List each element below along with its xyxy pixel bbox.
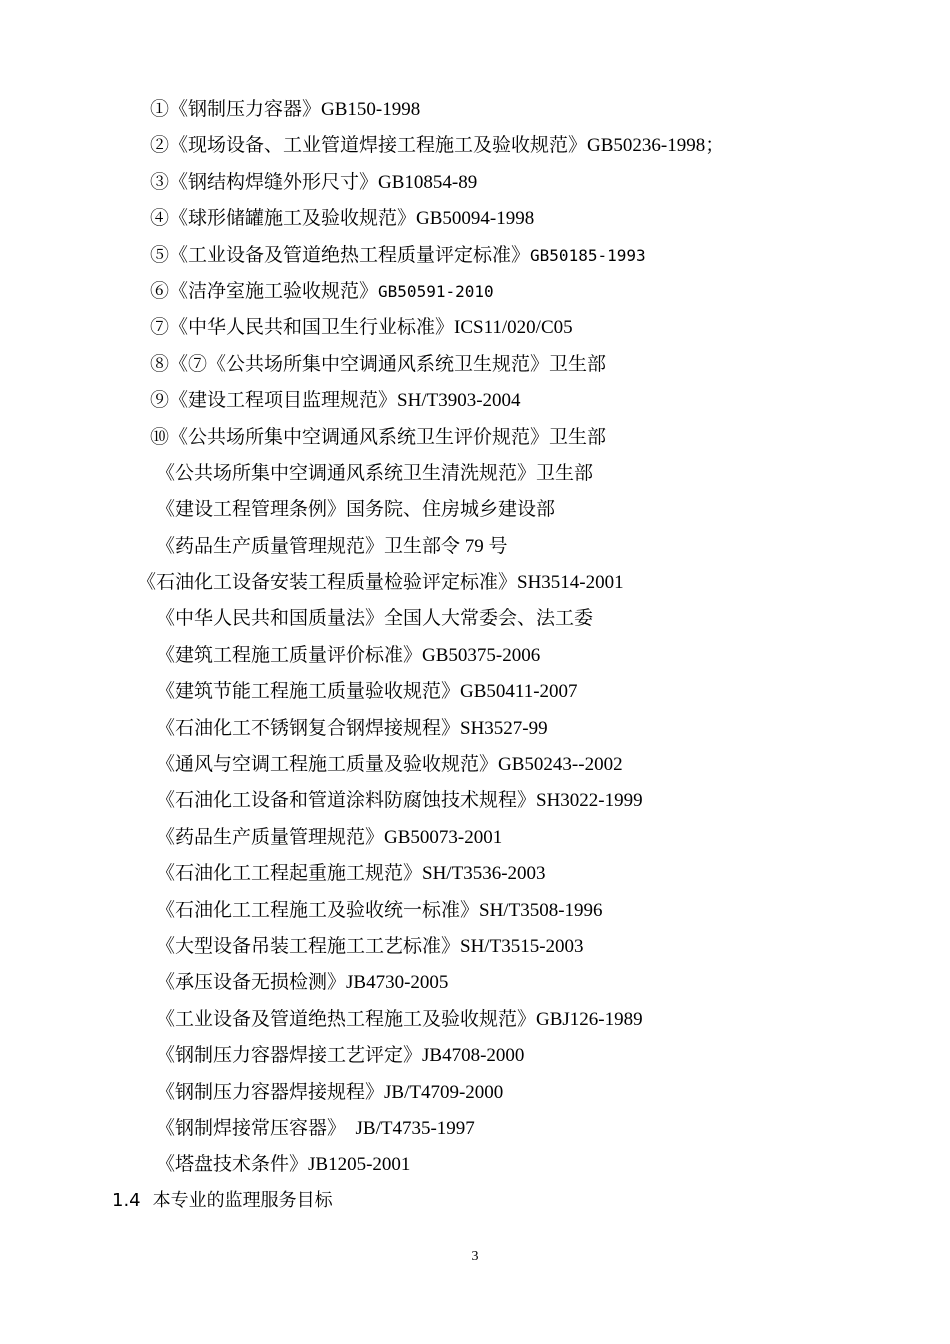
standard-code: JB1205-2001 <box>308 1154 411 1176</box>
list-item <box>150 383 910 419</box>
standard-title: 《钢制压力容器焊接规程》 <box>156 1081 385 1103</box>
standard-title: 《石油化工工程起重施工规范》 <box>156 863 423 885</box>
item-marker: ③ <box>150 171 170 193</box>
list-item <box>150 128 910 164</box>
section-title: 本专业的监理服务目标 <box>152 1190 333 1211</box>
list-item <box>150 347 910 383</box>
standard-title: 《石油化工设备安装工程质量检验评定标准》 <box>137 572 518 594</box>
list-item <box>150 420 910 456</box>
standard-code: 卫生部 <box>549 426 607 448</box>
standard-title: 《大型设备吊装工程施工工艺标准》 <box>156 935 461 957</box>
standard-code: 全国人大常委会、法工委 <box>384 608 594 630</box>
standard-title: 《现场设备、工业管道焊接工程施工及验收规范》 <box>169 135 588 157</box>
list-item <box>150 92 910 128</box>
standard-title: 《钢结构焊缝外形尺寸》 <box>169 171 379 193</box>
list-item <box>150 456 910 492</box>
list-item <box>150 965 910 1001</box>
standard-title: 《工业设备及管道绝热工程质量评定标准》 <box>169 244 531 266</box>
standard-code: ICS11/020/C05 <box>454 317 573 339</box>
item-marker: ⑥ <box>150 280 170 302</box>
standard-code: GB50243--2002 <box>498 754 623 776</box>
standard-title: 《洁净室施工验收规范》 <box>169 280 379 302</box>
standard-code: SH3514-2001 <box>517 572 624 594</box>
list-item <box>150 638 910 674</box>
standard-title: 《中华人民共和国质量法》 <box>156 608 385 630</box>
standard-title: 《公共场所集中空调通风系统卫生评价规范》 <box>169 426 550 448</box>
list-item <box>150 601 910 637</box>
list-item <box>150 238 910 274</box>
list-item <box>150 165 910 201</box>
standard-title: 《药品生产质量管理规范》 <box>156 826 385 848</box>
standard-code: SH3022-1999 <box>536 790 643 812</box>
standard-code: GB50073-2001 <box>384 826 503 848</box>
standard-title: 《承压设备无损检测》 <box>156 972 347 994</box>
list-item <box>150 820 910 856</box>
standard-code: SH/T3508-1996 <box>479 899 603 921</box>
list-item <box>150 1038 910 1074</box>
section-heading <box>112 1186 333 1216</box>
standard-code: JB/T4735-1997 <box>346 1117 475 1139</box>
standard-code: SH3527-99 <box>460 717 548 739</box>
item-marker: ⑩ <box>150 426 170 448</box>
list-item <box>137 565 910 601</box>
standard-title: 《工业设备及管道绝热工程施工及验收规范》 <box>156 1008 537 1030</box>
list-item <box>150 893 910 929</box>
list-item <box>150 747 910 783</box>
standard-code: JB4708-2000 <box>422 1045 525 1067</box>
list-item <box>150 1075 910 1111</box>
standard-code: JB/T4709-2000 <box>384 1081 504 1103</box>
standard-code: SH/T3515-2003 <box>460 935 584 957</box>
standard-code: GB10854-89 <box>378 171 478 193</box>
list-item <box>150 1002 910 1038</box>
standard-title: 《药品生产质量管理规范》 <box>156 535 385 557</box>
page-number: 3 <box>471 1249 479 1264</box>
list-item <box>150 201 910 237</box>
standard-code: GB150-1998 <box>321 99 421 120</box>
standard-title: 《塔盘技术条件》 <box>156 1154 309 1176</box>
standard-title: 《⑦《公共场所集中空调通风系统卫生规范》 <box>169 353 550 375</box>
standard-code: GB50591-2010 <box>378 281 494 301</box>
standard-code: GB50411-2007 <box>460 681 578 703</box>
standard-title: 《建设工程项目监理规范》 <box>169 390 398 412</box>
item-marker: ⑦ <box>150 317 170 339</box>
standard-title: 《石油化工工程施工及验收统一标准》 <box>156 899 480 921</box>
standard-title: 《中华人民共和国卫生行业标准》 <box>169 317 455 339</box>
list-item <box>150 1111 910 1147</box>
list-item <box>150 529 910 565</box>
standard-code: JB4730-2005 <box>346 972 449 994</box>
standard-title: 《球形储罐施工及验收规范》 <box>169 208 417 230</box>
list-item <box>150 1147 910 1183</box>
standard-title: 《建筑节能工程施工质量验收规范》 <box>156 681 461 703</box>
reference-standards-list <box>137 92 910 1184</box>
standard-code: 卫生部令 79 号 <box>384 535 508 557</box>
standard-code: GB50185-1993 <box>530 245 646 265</box>
standard-code: GB50094-1998 <box>416 208 535 230</box>
standard-code: SH/T3536-2003 <box>422 863 546 885</box>
standard-title: 《石油化工设备和管道涂料防腐蚀技术规程》 <box>156 790 537 812</box>
standard-code: 国务院、住房城乡建设部 <box>346 499 556 521</box>
list-item <box>150 929 910 965</box>
list-item <box>150 310 910 346</box>
standard-code: 卫生部 <box>536 462 594 484</box>
item-marker: ② <box>150 135 170 157</box>
standard-title: 《建设工程管理条例》 <box>156 499 347 521</box>
section-number: 1.4 <box>112 1190 141 1211</box>
standard-title: 《钢制焊接常压容器》 <box>156 1117 347 1139</box>
list-item <box>150 674 910 710</box>
standard-title: 《石油化工不锈钢复合钢焊接规程》 <box>156 717 461 739</box>
standard-code: GB50375-2006 <box>422 644 541 666</box>
list-item <box>150 711 910 747</box>
list-item <box>150 856 910 892</box>
list-item <box>150 492 910 528</box>
list-item <box>150 274 910 310</box>
standard-title: 《通风与空调工程施工质量及验收规范》 <box>156 754 499 776</box>
standard-code: GB50236-1998； <box>587 135 725 157</box>
item-marker: ① <box>150 99 170 120</box>
item-marker: ⑧ <box>150 353 170 375</box>
standard-code: 卫生部 <box>549 353 607 375</box>
item-marker: ④ <box>150 208 170 230</box>
standard-title: 《建筑工程施工质量评价标准》 <box>156 644 423 666</box>
list-item <box>150 783 910 819</box>
standard-title: 《钢制压力容器焊接工艺评定》 <box>156 1045 423 1067</box>
item-marker: ⑤ <box>150 244 170 266</box>
item-marker: ⑨ <box>150 390 170 412</box>
standard-code: SH/T3903-2004 <box>397 390 521 412</box>
standard-title: 《钢制压力容器》 <box>169 99 322 120</box>
standard-title: 《公共场所集中空调通风系统卫生清洗规范》 <box>156 462 537 484</box>
standard-code: GBJ126-1989 <box>536 1008 643 1030</box>
